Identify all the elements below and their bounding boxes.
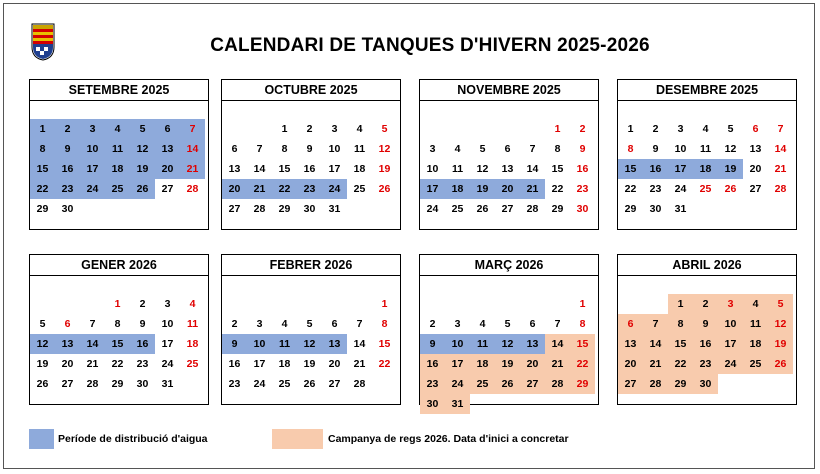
day-cell: 12 <box>476 163 489 175</box>
day-cell: 28 <box>86 378 99 390</box>
day-cell: 29 <box>624 203 637 215</box>
day-cell: 6 <box>231 143 238 155</box>
day-cell: 25 <box>278 378 291 390</box>
day-cell: 10 <box>445 334 470 354</box>
day-cell: 2 <box>652 123 659 135</box>
day-cell: 11 <box>272 334 297 354</box>
day-cell: 16 <box>228 358 241 370</box>
day-cell: 3 <box>454 318 461 330</box>
day-cell: 1 <box>579 298 586 310</box>
day-cell: 9 <box>652 143 659 155</box>
day-cell: 14 <box>774 143 787 155</box>
day-cell: 12 <box>30 334 55 354</box>
day-cell: 5 <box>130 119 155 139</box>
day-cell: 4 <box>105 119 130 139</box>
day-cell: 7 <box>89 318 96 330</box>
day-cell: 21 <box>180 159 205 179</box>
day-cell: 3 <box>718 294 743 314</box>
day-cell: 26 <box>724 183 737 195</box>
day-cell: 17 <box>80 159 105 179</box>
month-calendar <box>29 254 209 405</box>
month-calendar <box>221 254 401 405</box>
day-cell: 8 <box>579 318 586 330</box>
day-cell: 14 <box>180 139 205 159</box>
month-name: DESEMBRE 2025 <box>618 80 796 101</box>
month-days <box>618 276 796 404</box>
day-cell: 9 <box>693 314 718 334</box>
day-cell: 10 <box>247 334 272 354</box>
day-cell: 6 <box>504 143 511 155</box>
day-cell: 17 <box>445 354 470 374</box>
day-cell: 30 <box>61 203 74 215</box>
day-cell: 19 <box>718 159 743 179</box>
day-cell: 13 <box>55 334 80 354</box>
day-cell: 18 <box>105 159 130 179</box>
day-cell: 1 <box>114 298 121 310</box>
day-cell: 3 <box>429 143 436 155</box>
day-cell: 25 <box>699 183 712 195</box>
page-title: CALENDARI DE TANQUES D'HIVERN 2025-2026 <box>210 35 650 56</box>
month-days <box>420 276 598 410</box>
month-days <box>222 101 400 229</box>
day-cell: 23 <box>228 378 241 390</box>
day-cell: 24 <box>322 179 347 199</box>
day-cell: 19 <box>378 163 391 175</box>
day-cell: 18 <box>470 354 495 374</box>
day-cell: 12 <box>130 139 155 159</box>
day-cell: 22 <box>668 354 693 374</box>
day-cell: 23 <box>693 354 718 374</box>
day-cell: 17 <box>328 163 341 175</box>
day-cell: 23 <box>136 358 149 370</box>
day-cell: 30 <box>693 374 718 394</box>
day-cell: 27 <box>161 183 174 195</box>
day-cell: 27 <box>618 374 643 394</box>
day-cell: 19 <box>768 334 793 354</box>
day-cell: 12 <box>297 334 322 354</box>
day-cell: 22 <box>30 179 55 199</box>
day-cell: 5 <box>768 294 793 314</box>
day-cell: 1 <box>381 298 388 310</box>
day-cell: 29 <box>278 203 291 215</box>
day-cell: 3 <box>677 123 684 135</box>
day-cell: 6 <box>64 318 71 330</box>
day-cell: 27 <box>328 378 341 390</box>
day-cell: 22 <box>272 179 297 199</box>
day-cell: 13 <box>155 139 180 159</box>
day-cell: 23 <box>649 183 662 195</box>
day-cell: 8 <box>114 318 121 330</box>
day-cell: 9 <box>420 334 445 354</box>
day-cell: 16 <box>420 354 445 374</box>
day-cell: 14 <box>545 334 570 354</box>
day-cell: 23 <box>420 374 445 394</box>
day-cell: 21 <box>774 163 787 175</box>
month-days <box>222 276 400 404</box>
day-cell: 12 <box>495 334 520 354</box>
day-cell: 15 <box>30 159 55 179</box>
day-cell: 9 <box>579 143 586 155</box>
day-cell: 13 <box>228 163 241 175</box>
day-cell: 11 <box>470 334 495 354</box>
day-cell: 14 <box>643 334 668 354</box>
day-cell: 30 <box>420 394 445 414</box>
day-cell: 19 <box>130 159 155 179</box>
day-cell: 5 <box>504 318 511 330</box>
day-cell: 29 <box>668 374 693 394</box>
month-days <box>30 101 208 229</box>
day-cell: 4 <box>479 318 486 330</box>
day-cell: 13 <box>501 163 514 175</box>
day-cell: 6 <box>155 119 180 139</box>
day-cell: 8 <box>668 314 693 334</box>
day-cell: 1 <box>627 123 634 135</box>
day-cell: 3 <box>164 298 171 310</box>
day-cell: 20 <box>495 179 520 199</box>
day-cell: 30 <box>136 378 149 390</box>
month-name: GENER 2026 <box>30 255 208 276</box>
day-cell: 29 <box>551 203 564 215</box>
day-cell: 6 <box>618 314 643 334</box>
day-cell: 29 <box>111 378 124 390</box>
month-days <box>618 101 796 229</box>
day-cell: 28 <box>353 378 366 390</box>
day-cell: 26 <box>476 203 489 215</box>
day-cell: 26 <box>130 179 155 199</box>
day-cell: 19 <box>470 179 495 199</box>
day-cell: 16 <box>130 334 155 354</box>
month-calendar <box>419 254 599 410</box>
day-cell: 28 <box>774 183 787 195</box>
day-cell: 9 <box>222 334 247 354</box>
month-name: NOVEMBRE 2025 <box>420 80 598 101</box>
day-cell: 16 <box>693 334 718 354</box>
day-cell: 15 <box>105 334 130 354</box>
day-cell: 26 <box>495 374 520 394</box>
day-cell: 28 <box>545 374 570 394</box>
day-cell: 22 <box>624 183 637 195</box>
day-cell: 21 <box>520 179 545 199</box>
day-cell: 29 <box>570 374 595 394</box>
day-cell: 10 <box>426 163 439 175</box>
day-cell: 7 <box>643 314 668 334</box>
day-cell: 2 <box>429 318 436 330</box>
day-cell: 4 <box>454 143 461 155</box>
day-cell: 25 <box>470 374 495 394</box>
day-cell: 27 <box>228 203 241 215</box>
day-cell: 2 <box>231 318 238 330</box>
day-cell: 8 <box>381 318 388 330</box>
day-cell: 28 <box>186 183 199 195</box>
month-calendar <box>221 79 401 230</box>
day-cell: 1 <box>554 123 561 135</box>
day-cell: 10 <box>674 143 687 155</box>
day-cell: 25 <box>105 179 130 199</box>
day-cell: 31 <box>161 378 174 390</box>
day-cell: 18 <box>445 179 470 199</box>
day-cell: 9 <box>306 143 313 155</box>
day-cell: 25 <box>186 358 199 370</box>
month-name: SETEMBRE 2025 <box>30 80 208 101</box>
day-cell: 5 <box>306 318 313 330</box>
day-cell: 5 <box>381 123 388 135</box>
day-cell: 22 <box>551 183 564 195</box>
day-cell: 12 <box>724 143 737 155</box>
day-cell: 6 <box>529 318 536 330</box>
day-cell: 18 <box>278 358 291 370</box>
day-cell: 20 <box>155 159 180 179</box>
day-cell: 26 <box>768 354 793 374</box>
day-cell: 20 <box>328 358 341 370</box>
month-days <box>420 101 598 229</box>
month-name: MARÇ 2026 <box>420 255 598 276</box>
day-cell: 1 <box>668 294 693 314</box>
day-cell: 17 <box>718 334 743 354</box>
day-cell: 13 <box>618 334 643 354</box>
day-cell: 7 <box>180 119 205 139</box>
day-cell: 4 <box>356 123 363 135</box>
day-cell: 25 <box>451 203 464 215</box>
day-cell: 22 <box>570 354 595 374</box>
legend-irrigation-label: Campanya de regs 2026. Data d'inici a concretar <box>328 433 569 445</box>
day-cell: 24 <box>718 354 743 374</box>
day-cell: 16 <box>643 159 668 179</box>
day-cell: 7 <box>777 123 784 135</box>
day-cell: 28 <box>253 203 266 215</box>
day-cell: 23 <box>55 179 80 199</box>
day-cell: 16 <box>303 163 316 175</box>
day-cell: 11 <box>353 143 366 155</box>
day-cell: 24 <box>426 203 439 215</box>
day-cell: 28 <box>526 203 539 215</box>
day-cell: 3 <box>80 119 105 139</box>
day-cell: 7 <box>256 143 263 155</box>
day-cell: 8 <box>281 143 288 155</box>
day-cell: 2 <box>579 123 586 135</box>
day-cell: 9 <box>139 318 146 330</box>
day-cell: 6 <box>752 123 759 135</box>
day-cell: 23 <box>297 179 322 199</box>
day-cell: 27 <box>520 374 545 394</box>
day-cell: 13 <box>749 143 762 155</box>
day-cell: 24 <box>253 378 266 390</box>
day-cell: 21 <box>643 354 668 374</box>
day-cell: 5 <box>479 143 486 155</box>
day-cell: 20 <box>222 179 247 199</box>
day-cell: 16 <box>576 163 589 175</box>
day-cell: 24 <box>161 358 174 370</box>
day-cell: 17 <box>161 338 174 350</box>
day-cell: 18 <box>353 163 366 175</box>
day-cell: 2 <box>306 123 313 135</box>
day-cell: 25 <box>353 183 366 195</box>
day-cell: 5 <box>39 318 46 330</box>
day-cell: 11 <box>699 143 712 155</box>
day-cell: 15 <box>618 159 643 179</box>
day-cell: 15 <box>278 163 291 175</box>
legend-irrigation-swatch <box>272 429 323 449</box>
day-cell: 20 <box>749 163 762 175</box>
day-cell: 10 <box>80 139 105 159</box>
day-cell: 17 <box>420 179 445 199</box>
month-name: OCTUBRE 2025 <box>222 80 400 101</box>
day-cell: 15 <box>551 163 564 175</box>
day-cell: 30 <box>303 203 316 215</box>
day-cell: 19 <box>36 358 49 370</box>
month-name: ABRIL 2026 <box>618 255 796 276</box>
day-cell: 4 <box>702 123 709 135</box>
day-cell: 3 <box>256 318 263 330</box>
day-cell: 17 <box>668 159 693 179</box>
day-cell: 29 <box>36 203 49 215</box>
day-cell: 30 <box>576 203 589 215</box>
day-cell: 31 <box>445 394 470 414</box>
day-cell: 24 <box>674 183 687 195</box>
legend-water-swatch <box>29 429 54 449</box>
day-cell: 10 <box>161 318 174 330</box>
day-cell: 21 <box>545 354 570 374</box>
day-cell: 14 <box>253 163 266 175</box>
day-cell: 4 <box>743 294 768 314</box>
day-cell: 20 <box>618 354 643 374</box>
day-cell: 26 <box>36 378 49 390</box>
day-cell: 11 <box>105 139 130 159</box>
legend-water-label: Període de distribució d'aigua <box>58 433 208 445</box>
day-cell: 31 <box>674 203 687 215</box>
day-cell: 9 <box>55 139 80 159</box>
day-cell: 20 <box>520 354 545 374</box>
day-cell: 15 <box>668 334 693 354</box>
day-cell: 17 <box>253 358 266 370</box>
month-calendar <box>29 79 209 230</box>
day-cell: 20 <box>61 358 74 370</box>
day-cell: 15 <box>378 338 391 350</box>
day-cell: 23 <box>576 183 589 195</box>
day-cell: 11 <box>743 314 768 334</box>
day-cell: 14 <box>80 334 105 354</box>
day-cell: 7 <box>529 143 536 155</box>
day-cell: 30 <box>649 203 662 215</box>
month-calendar <box>617 254 797 405</box>
day-cell: 10 <box>718 314 743 334</box>
day-cell: 19 <box>495 354 520 374</box>
day-cell: 27 <box>501 203 514 215</box>
day-cell: 2 <box>55 119 80 139</box>
day-cell: 11 <box>186 318 199 330</box>
day-cell: 21 <box>86 358 99 370</box>
day-cell: 15 <box>570 334 595 354</box>
day-cell: 19 <box>303 358 316 370</box>
month-calendar <box>617 79 797 230</box>
day-cell: 13 <box>520 334 545 354</box>
day-cell: 16 <box>55 159 80 179</box>
day-cell: 8 <box>627 143 634 155</box>
day-cell: 7 <box>554 318 561 330</box>
day-cell: 18 <box>693 159 718 179</box>
day-cell: 22 <box>378 358 391 370</box>
day-cell: 22 <box>111 358 124 370</box>
day-cell: 8 <box>30 139 55 159</box>
month-name: FEBRER 2026 <box>222 255 400 276</box>
day-cell: 8 <box>554 143 561 155</box>
day-cell: 24 <box>445 374 470 394</box>
day-cell: 18 <box>743 334 768 354</box>
day-cell: 14 <box>353 338 366 350</box>
day-cell: 10 <box>328 143 341 155</box>
day-cell: 2 <box>139 298 146 310</box>
day-cell: 21 <box>247 179 272 199</box>
day-cell: 3 <box>331 123 338 135</box>
day-cell: 25 <box>743 354 768 374</box>
day-cell: 24 <box>80 179 105 199</box>
day-cell: 31 <box>328 203 341 215</box>
day-cell: 5 <box>727 123 734 135</box>
day-cell: 21 <box>353 358 366 370</box>
month-calendar <box>419 79 599 230</box>
day-cell: 1 <box>30 119 55 139</box>
day-cell: 26 <box>378 183 391 195</box>
month-days <box>30 276 208 404</box>
day-cell: 6 <box>331 318 338 330</box>
day-cell: 4 <box>281 318 288 330</box>
day-cell: 11 <box>451 163 464 175</box>
day-cell: 1 <box>281 123 288 135</box>
day-cell: 26 <box>303 378 316 390</box>
day-cell: 4 <box>189 298 196 310</box>
day-cell: 18 <box>186 338 199 350</box>
day-cell: 7 <box>356 318 363 330</box>
day-cell: 27 <box>61 378 74 390</box>
day-cell: 12 <box>768 314 793 334</box>
day-cell: 28 <box>643 374 668 394</box>
day-cell: 2 <box>693 294 718 314</box>
day-cell: 27 <box>749 183 762 195</box>
day-cell: 12 <box>378 143 391 155</box>
day-cell: 14 <box>526 163 539 175</box>
day-cell: 13 <box>322 334 347 354</box>
